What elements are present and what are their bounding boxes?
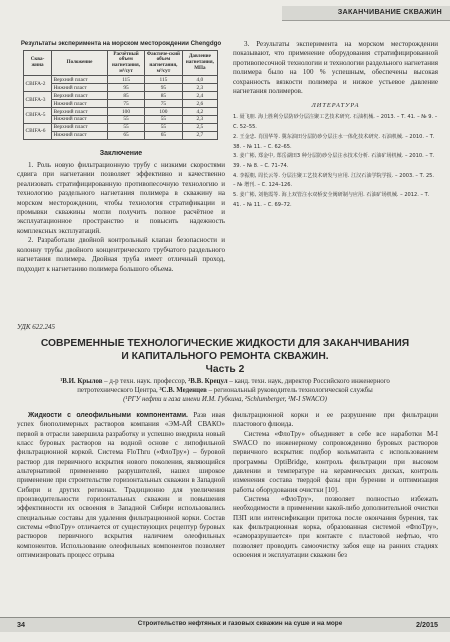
planned-cell: 55: [108, 124, 145, 132]
body-paragraph-right-1: фильтрационной корки и ее разрушение при фильтрации пластового флюида.: [233, 411, 438, 429]
actual-cell: 55: [145, 124, 183, 132]
pressure-cell: 2,7: [182, 132, 217, 140]
actual-cell: 55: [145, 116, 183, 124]
left-column-bottom: [17, 411, 225, 561]
author-medentsev: ³С.В. Меденцев: [159, 387, 207, 394]
col-header-pressure: Давление нагнетания, MПа: [182, 51, 217, 76]
body-paragraph-right-3: Система «ФлоТру», позволяет полностью избежать необходимости в применении какой-либо дополнительной очистки ПЗП или интенсификации притока после окончания бурения, так как фильтрационная корка, образованная системой «ФлоТру», «саморазрушается» при контакте с пластовой нефтью, что позволяет проводить самоочистку забоя еще на ранних стадиях освоения и эксплуатации скважин без: [233, 495, 438, 560]
authors-block: [20, 377, 430, 404]
col-header-actual: Фактиче-ский объем нагнетания, м³/сут: [145, 51, 183, 76]
planned-cell: 85: [108, 92, 145, 100]
table-row: [24, 108, 218, 116]
author-kretsul-center: петротехнического Центра,: [77, 387, 160, 394]
planned-cell: 115: [108, 76, 145, 84]
pressure-cell: 4,2: [182, 108, 217, 116]
conclusion-heading: Заключение: [99, 150, 143, 158]
actual-cell: 75: [145, 100, 183, 108]
results-table: [23, 50, 218, 140]
well-cell: СВIFA-6: [24, 124, 52, 140]
conclusion-paragraph-2-text: 2. Разработали двойной контрольный клапан безопасности и колонну трубы двойного концентрического трубчатого раздельного нагнетания полимера. Двойная труба имеет отличный проход, подходит к нагнетанию полимера большого объема.: [17, 236, 225, 273]
header-bar: [282, 6, 450, 21]
reference-item: [233, 172, 438, 191]
reference-text: 3. 姜广彬, 郑金中, 郑岳湖田3 种分层防砂分层注水技术分析. 石油矿场机械. – 2010. – Т. 39. – № 8. – С. 71–74.: [233, 153, 435, 169]
reference-text: 4. 李振朝, 周长云等. 分层注聚工艺技术研发与应用. 江汉石油学院学报. – 2003. – Т. 25. – № 增刊. – С. 124–126.: [233, 172, 435, 189]
author-kretsul-title: – канд. техн. наук, директор Российского инженерного: [227, 378, 390, 385]
udk-code: УДК 622.245: [17, 323, 56, 331]
position-cell: Нижний пласт: [52, 84, 108, 92]
well-cell: СВIFA-3: [24, 92, 52, 108]
reference-item: [233, 133, 438, 152]
position-cell: Нижний пласт: [52, 100, 108, 108]
conclusion-paragraph-3: 3. Результаты эксперимента на морском месторождении показывают, что применение оборудования стратифицированной противопесочной технологии и технологии раздельного нагнетания полимера было на 100 % успешным, обеспечены высокая сохранность вязкости полимера и низкое устьевое давление нагнетания полимеров.: [233, 40, 438, 96]
issue-number: 2/2015: [416, 620, 438, 629]
authors-line-2: [20, 386, 430, 395]
right-column-bottom: [233, 411, 438, 561]
body-text-left: Разв ивая успех биополимерных растворов компания «ЭМ-АЙ СВАКО» первой в отрасли завершила разработку и успешно внедрила новый класс буровых растворов на водной основе с липофильной фильтрационной коркой. Система FloThru («ФлоТру») – буровой раствор для первичного вскрытия нового поколения, являющийся альтернативой применению разрушителей, нашел широкое применение при строительстве горизонтальных скважин в Западной Сибири и других регионах. Традиционно для увеличения производительности горизонтальных скважин и повышения эффективности их освоения в Западной Сибири использовались специальные составы для удаления фильтрационной корки. Состав системы «ФлоТру» отличается от существующих рецептур буровых растворов первичного вскрытия наличием олеофильных компонентов. Использование олеофильных компонентов позволяет оптимизировать процесс отрыва: [17, 411, 225, 560]
well-cell: СВIFA-5: [24, 108, 52, 124]
col-header-position: Положение: [52, 51, 108, 76]
planned-cell: 65: [108, 132, 145, 140]
author-krylov: ¹В.И. Крылов: [60, 378, 103, 385]
references-heading: ЛИТЕРАТУРА: [311, 102, 360, 110]
actual-cell: 100: [145, 108, 183, 116]
actual-cell: 85: [145, 92, 183, 100]
actual-cell: 65: [145, 132, 183, 140]
pressure-cell: 2,4: [182, 92, 217, 100]
reference-text: 1. 聂飞朋. 海上胜利分层防砂分层注聚工艺技术研究. 石油机械. – 2013. – Т. 41. – № 9. – С. 52–55.: [233, 114, 438, 131]
reference-item: [233, 191, 438, 210]
actual-cell: 115: [145, 76, 183, 84]
table-header-row: [24, 51, 218, 76]
pressure-cell: 4,0: [182, 76, 217, 84]
journal-name: Строительство нефтяных и газовых скважин на суше и на море: [137, 620, 343, 627]
article-title-line-2: И КАПИТАЛЬНОГО РЕМОНТА СКВАЖИН.: [121, 351, 329, 362]
affiliations-text: (¹РГУ нефти и газа имени И.М. Губкина, ²Schlumberger, ³M-I SWACO): [123, 396, 327, 403]
table-row: [24, 132, 218, 140]
position-cell: Верхний пласт: [52, 76, 108, 84]
article-title-line-1: СОВРЕМЕННЫЕ ТЕХНОЛОГИЧЕСКИЕ ЖИДКОСТИ ДЛЯ ЗАКАНЧИВАНИЯ: [40, 338, 410, 349]
reference-item: [233, 113, 438, 132]
planned-cell: 95: [108, 84, 145, 92]
planned-cell: 75: [108, 100, 145, 108]
authors-affiliations: [20, 395, 430, 404]
actual-cell: 95: [145, 84, 183, 92]
body-paragraph-right-2: Система «ФлоТру» объединяет в себе все наработки M-I SWACO по инженерному сопровождению буровых растворов первичного вскрытия: подбор кольматанта с использованием программы OptiBridge, контроль фильтрации при высоком давлении и температуре на керамических дисках, контроль изменения состава твердой фазы при бурении и оптимизация работы оборудования очистки [10].: [233, 429, 438, 494]
table-row: [24, 116, 218, 124]
section-lead: Жидкости с олеофильными компонентами.: [28, 412, 188, 419]
section-title: ЗАКАНЧИВАНИЕ СКВАЖИН: [337, 7, 442, 16]
table-row: [24, 76, 218, 84]
table-row: [24, 100, 218, 108]
table-row: [24, 92, 218, 100]
author-krylov-title: – д-р техн. наук. профессор,: [102, 378, 189, 385]
col-header-planned: Расчётный объем нагнетания, м³/сут: [108, 51, 145, 76]
planned-cell: 100: [108, 108, 145, 116]
pressure-cell: 2,6: [182, 100, 217, 108]
authors-line-1: [20, 377, 430, 386]
position-cell: Верхний пласт: [52, 92, 108, 100]
article-title: [14, 337, 436, 376]
article-title-line-3: Часть 2: [205, 364, 245, 375]
conclusion-paragraph-2-start: [17, 236, 225, 274]
body-paragraph-left: [17, 411, 225, 561]
planned-cell: 55: [108, 116, 145, 124]
position-cell: Нижний пласт: [52, 116, 108, 124]
reference-item: [233, 152, 438, 171]
conclusion-paragraph-1: 1. Роль новую фильтрационную трубу с низкими скоростями сдвига при нагнетании позволяет эффективно и качественно реализовать стратифицированную противопесочную технологию и технологию раздельного нагнетания полимера в скважину на морском месторождении, чтобы технология стратификации и промывки скважины могли получить полное расчётное и эксплуатационное пространство и повысить надежность комплексных эксплуатаций.: [17, 161, 225, 235]
table-row: [24, 124, 218, 132]
well-cell: СВIFA-2: [24, 76, 52, 92]
footer-bar: [0, 617, 450, 632]
reference-text: 2. 王金忠. 肖国华等. 冀东油田分层防砂分层注水一体化技术研究. 石油机械. – 2010. – Т. 38. – № 11. – С. 62–65.: [233, 133, 435, 150]
reference-text: 5. 姜广彬, 刘艳霞等. 海上双管注水双桥安全阀研制与应用. 石油矿场机械. – 2012. – Т. 41. – № 11. – С. 69–72.: [233, 192, 430, 208]
page-number: 34: [17, 620, 25, 629]
table-title: Результаты эксперимента на морском месторождении Chengdgo: [20, 40, 222, 47]
position-cell: Верхний пласт: [52, 108, 108, 116]
left-column-top: [17, 40, 225, 274]
pressure-cell: 2,5: [182, 124, 217, 132]
col-header-well: Сква-жина: [24, 51, 52, 76]
table-row: [24, 84, 218, 92]
author-kretsul: ²В.В. Крецул: [188, 378, 228, 385]
right-column-top: [233, 40, 438, 210]
position-cell: Нижний пласт: [52, 132, 108, 140]
pressure-cell: 2,3: [182, 84, 217, 92]
author-medentsev-title: – региональный руководитель технологической службы: [206, 387, 373, 394]
position-cell: Верхний пласт: [52, 124, 108, 132]
pressure-cell: 2,3: [182, 116, 217, 124]
